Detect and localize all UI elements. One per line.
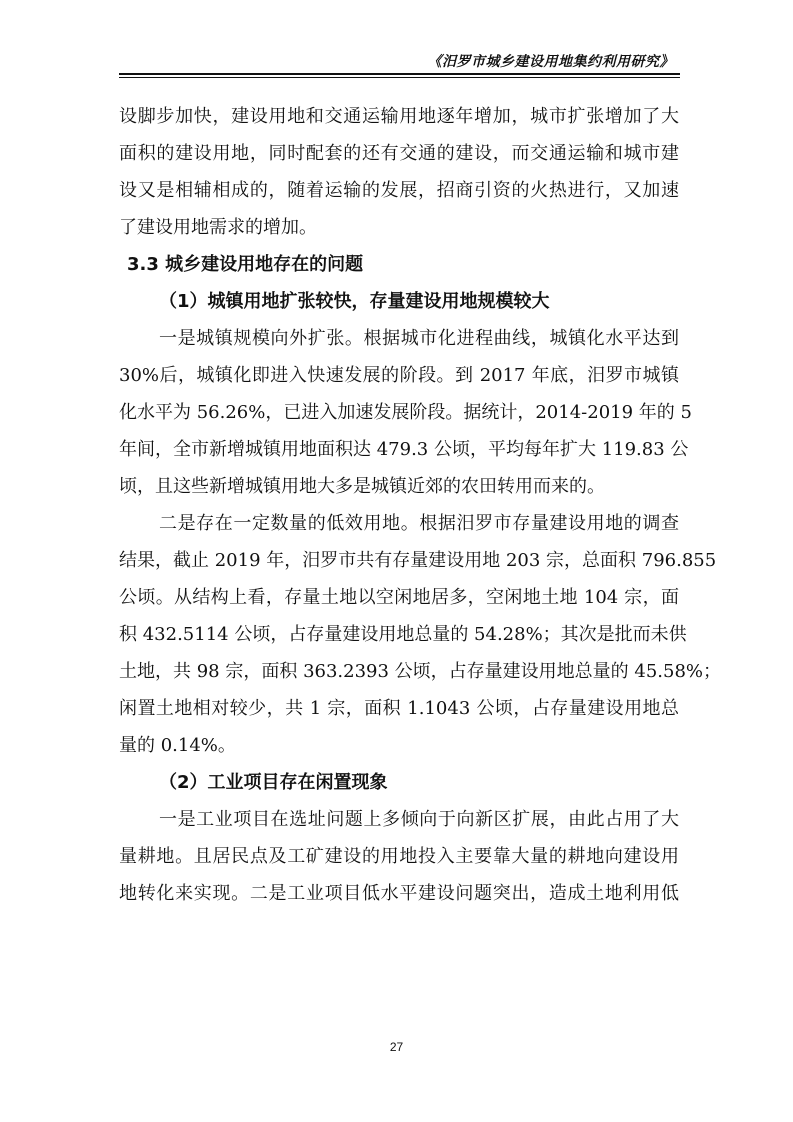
text-line: 设又是相辅相成的，随着运输的发展，招商引资的火热进行，又加速 (119, 180, 679, 201)
text-line: 积 432.5114 公顷，占存量建设用地总量的 54.28%；其次是批而未供 (119, 624, 687, 645)
text-line: 闲置土地相对较少，共 1 宗，面积 1.1043 公顷，占存量建设用地总 (119, 698, 679, 719)
section-heading: 3.3 城乡建设用地存在的问题 (127, 254, 364, 275)
text-line: 顷，且这些新增城镇用地大多是城镇近郊的农田转用而来的。 (119, 476, 605, 497)
text-line: 年间，全市新增城镇用地面积达 479.3 公顷，平均每年扩大 119.83 公 (119, 439, 689, 460)
header-title: 《汨罗市城乡建设用地集约利用研究》 (427, 54, 674, 70)
text-line: 一是城镇规模向外扩张。根据城市化进程曲线，城镇化水平达到 (159, 328, 679, 349)
text-line: 结果，截止 2019 年，汨罗市共有存量建设用地 203 宗，总面积 796.855 (119, 550, 717, 571)
header-rule-thick (119, 73, 680, 75)
text-line: 30%后，城镇化即进入快速发展的阶段。到 2017 年底，汨罗市城镇 (119, 365, 679, 386)
page-number: 27 (389, 1040, 404, 1054)
text-line: 一是工业项目在选址问题上多倾向于向新区扩展，由此占用了大 (159, 809, 679, 830)
text-line: 面积的建设用地，同时配套的还有交通的建设，而交通运输和城市建 (119, 143, 679, 164)
text-line: 量的 0.14%。 (119, 735, 236, 756)
text-line: 量耕地。且居民点及工矿建设的用地投入主要靠大量的耕地向建设用 (119, 846, 679, 867)
subsection-heading-2: （2）工业项目存在闲置现象 (159, 772, 388, 793)
text-line: 二是存在一定数量的低效用地。根据汨罗市存量建设用地的调查 (159, 513, 679, 534)
text-line: 地转化来实现。二是工业项目低水平建设问题突出，造成土地利用低 (119, 883, 679, 904)
document-body (119, 98, 722, 912)
subsection-heading-1: （1）城镇用地扩张较快，存量建设用地规模较大 (159, 291, 550, 312)
text-line: 土地，共 98 宗，面积 363.2393 公顷，占存量建设用地总量的 45.58%； (119, 661, 722, 682)
text-line: 设脚步加快，建设用地和交通运输用地逐年增加，城市扩张增加了大 (119, 106, 679, 127)
text-line: 了建设用地需求的增加。 (119, 217, 317, 238)
header-rule-thin (119, 77, 680, 78)
text-line: 化水平为 56.26%，已进入加速发展阶段。据统计，2014-2019 年的 5 (119, 402, 692, 423)
text-line: 公顷。从结构上看，存量土地以空闲地居多，空闲地土地 104 宗，面 (119, 587, 679, 608)
